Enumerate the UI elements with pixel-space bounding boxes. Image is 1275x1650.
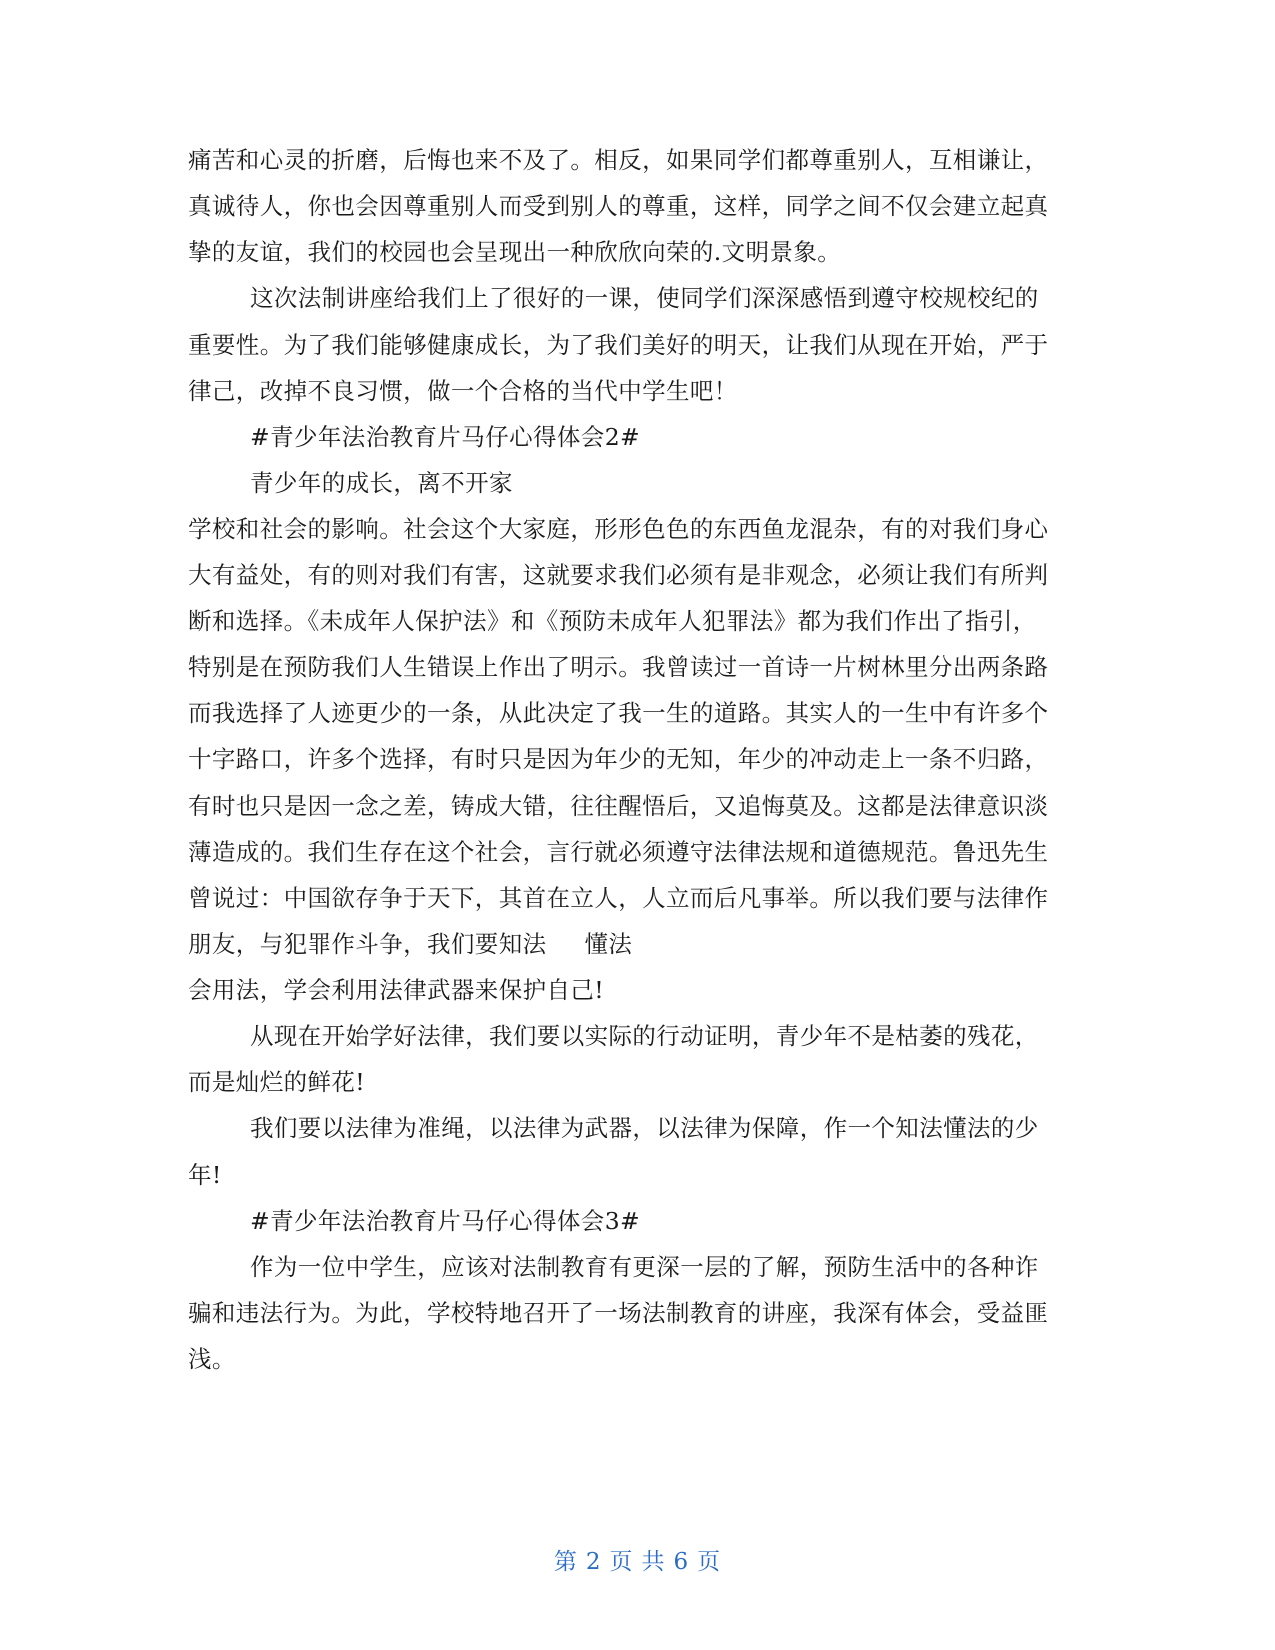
footer-page-suffix: 页 (697, 1549, 722, 1575)
footer-total-pages: 6 (673, 1549, 690, 1575)
footer-page-mid: 页 (609, 1549, 634, 1575)
body-text-line: 真诚待人，你也会因尊重别人而受到别人的尊重，这样，同学之间不仅会建立起真 (188, 192, 1049, 220)
body-text-line: 会用法，学会利用法律武器来保护自己! (188, 976, 605, 1004)
body-text-line: 而我选择了人迹更少的一条，从此决定了我一生的道路。其实人的一生中有许多个 (188, 699, 1049, 727)
footer-total-label: 共 (641, 1549, 666, 1575)
body-text-line: 挚的友谊，我们的校园也会呈现出一种欣欣向荣的.文明景象。 (188, 238, 842, 266)
footer-page-prefix: 第 (553, 1549, 578, 1575)
body-text-line: 律己，改掉不良习惯，做一个合格的当代中学生吧！ (188, 377, 738, 405)
body-text-line: 骗和违法行为。为此，学校特地召开了一场法制教育的讲座，我深有体会，受益匪 (188, 1299, 1049, 1327)
body-text-line: 年! (188, 1161, 222, 1189)
body-text-line (188, 929, 632, 959)
body-text-line: 重要性。为了我们能够健康成长，为了我们美好的明天，让我们从现在开始，严于 (188, 331, 1049, 359)
body-text-line: 断和选择。《未成年人保护法》和《预防未成年人犯罪法》都为我们作出了指引， (188, 607, 1037, 635)
body-text-line: 大有益处，有的则对我们有害，这就要求我们必须有是非观念，必须让我们有所判 (188, 561, 1049, 589)
body-text-line: 这次法制讲座给我们上了很好的一课，使同学们深深感悟到遵守校规校纪的 (250, 284, 1039, 312)
body-text-line: 薄造成的。我们生存在这个社会，言行就必须遵守法律法规和道德规范。鲁迅先生 (188, 838, 1049, 866)
body-text-line: 曾说过：中国欲存争于天下，其首在立人，人立而后凡事举。所以我们要与法律作 (188, 884, 1049, 912)
footer-current-page: 2 (585, 1549, 602, 1575)
body-text-line: 有时也只是因一念之差，铸成大错，往往醒悟后，又追悔莫及。这都是法律意识淡 (188, 792, 1049, 820)
body-text-line: 青少年的成长，离不开家 (250, 469, 513, 497)
body-text-segment: 懂法 (584, 930, 633, 958)
body-text-line: 学校和社会的影响。社会这个大家庭，形形色色的东西鱼龙混杂，有的对我们身心 (188, 515, 1049, 543)
body-text-segment: 朋友，与犯罪作斗争，我们要知法 (188, 930, 547, 958)
body-text-line: 而是灿烂的鲜花! (188, 1068, 366, 1096)
body-text-line: 浅。 (188, 1345, 236, 1373)
section-heading: #青少年法治教育片马仔心得体会2# (250, 423, 641, 451)
body-text-line: 痛苦和心灵的折磨，后悔也来不及了。相反，如果同学们都尊重别人，互相谦让， (188, 146, 1049, 174)
body-text-line: 从现在开始学好法律，我们要以实际的行动证明，青少年不是枯萎的残花， (250, 1022, 1039, 1050)
body-text-line: 我们要以法律为准绳，以法律为武器，以法律为保障，作一个知法懂法的少 (250, 1114, 1039, 1142)
page-footer (0, 1543, 1275, 1576)
body-text-line: 作为一位中学生，应该对法制教育有更深一层的了解，预防生活中的各种诈 (250, 1253, 1039, 1281)
body-text-line: 十字路口，许多个选择，有时只是因为年少的无知，年少的冲动走上一条不归路， (188, 745, 1049, 773)
section-heading: #青少年法治教育片马仔心得体会3# (250, 1207, 641, 1235)
body-text-line: 特别是在预防我们人生错误上作出了明示。我曾读过一首诗一片树林里分出两条路 (188, 653, 1049, 681)
